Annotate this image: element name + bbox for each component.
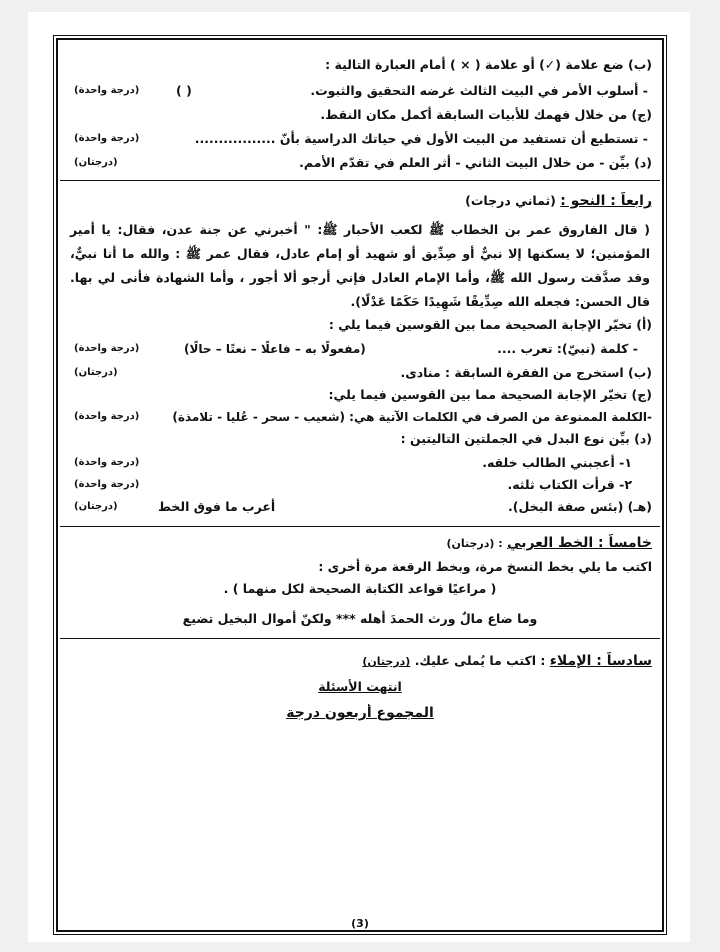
grade-label: (درجة واحدة) xyxy=(74,133,140,144)
section-5-heading xyxy=(68,534,652,553)
section-title: سادساً : الإملاء xyxy=(549,653,652,669)
exam-page xyxy=(28,12,690,942)
calligraphy-verse: وما ضاع مالٌ ورث الحمدَ أهله *** ولكنّ أموال البخيل تضيع xyxy=(182,611,538,626)
section-divider xyxy=(60,638,660,639)
question-b: (ب) ضع علامة (✓) أو علامة ( × ) أمام العبارة التالية : xyxy=(325,57,652,72)
end-label: انتهت الأسئلة xyxy=(318,679,402,694)
end-of-questions xyxy=(68,678,652,696)
grammar-passage: ( قال الفاروق عمر بن الخطاب ﷺ لكعب الأحبار ﷺ: " أخبرني عن جنة عدن، فقال: يا أمير المؤمنين؛ لا يسكنها إلا نبيٌّ أو صِدِّيق أو شهيد أو إمام عادل، فقال عمر ﷺ : والله ما أنا نبيٌّ، وقد صدَّقت رسول الله ﷺ، وأما الإمام العادل فإني أرجو ألا أجور ، وأما الشهادة فأنى لي بها. قال الحسن: فجعله الله صِدِّيقًا شَهِيدًا حَكَمًا عَدْلًا). xyxy=(70,222,650,309)
grade-label: (درجة واحدة) xyxy=(74,85,140,96)
section-title: رابعاً : النحو : xyxy=(560,193,652,209)
question-c: (ج) من خلال فهمك للأبيات السابقة أكمل مكان النقط. xyxy=(320,107,652,122)
section-grade: : (درجتان) xyxy=(446,537,503,550)
page-number: (3) xyxy=(351,917,369,930)
calligraphy-instruction: اكتب ما يلي بخط النسخ مرة، وبخط الرقعة مرة أخرى : xyxy=(318,559,652,574)
question-a: (أ) تخيّر الإجابة الصحيحة مما بين القوسين فيما يلي : xyxy=(328,317,652,332)
question-d: (د) بيِّن - من خلال البيت الثاني - أثر العلم في تقدّم الأمم. xyxy=(299,155,652,170)
grade-label: (درجة واحدة) xyxy=(74,457,140,468)
question-c-item: - تستطيع أن تستفيد من البيت الأول في حياتك الدراسية بأنّ ................. xyxy=(194,131,648,146)
page-border xyxy=(56,38,664,932)
grade-label: (درجة واحدة) xyxy=(74,479,140,490)
question-b: (ب) استخرج من الفقرة السابقة : منادى. xyxy=(400,365,652,380)
question-c: (ج) تخيّر الإجابة الصحيحة مما بين القوسين فيما يلي: xyxy=(328,387,652,402)
question-a-item: - كلمة (نبيّ): تعرب .... xyxy=(497,341,638,356)
calligraphy-note: ( مراعيًا قواعد الكتابة الصحيحة لكل منهما ) . xyxy=(223,581,497,596)
question-e-task: أعرب ما فوق الخط xyxy=(158,499,276,514)
section-grade: (ثماني درجات) xyxy=(465,193,556,208)
grade-label: (درجتان) xyxy=(74,367,118,378)
grade-label: (درجتان) xyxy=(74,501,118,512)
section-title: خامساً : الخط العربي xyxy=(507,535,652,551)
section-grade: (درجتان) xyxy=(362,655,411,668)
grade-label: (درجة واحدة) xyxy=(74,343,140,354)
question-e: (هـ) (بئس صفة البخل). xyxy=(508,499,652,514)
question-b-item: - أسلوب الأمر في البيت الثالث غرضه التحقيق والثبوت. xyxy=(310,83,648,98)
grade-label: (درجتان) xyxy=(74,157,118,168)
question-d-1: ١- أعجبني الطالب خلقه. xyxy=(482,455,632,470)
answer-blank[interactable]: ( ) xyxy=(176,83,192,98)
section-divider xyxy=(60,180,660,181)
question-c-item: -الكلمة الممنوعة من الصرف في الكلمات الآتية هي: (شعيب - سحر - عُليا - تلامذة) xyxy=(172,410,652,424)
answer-choices: (مفعولًا به – فاعلًا – نعتًا – حالًا) xyxy=(184,342,366,356)
section-6-heading xyxy=(68,652,652,671)
total-score xyxy=(68,704,652,722)
section-divider xyxy=(60,526,660,527)
dictation-instruction: : اكتب ما يُملى عليك. xyxy=(414,653,546,668)
section-4-heading xyxy=(68,192,652,210)
grade-label: (درجة واحدة) xyxy=(74,411,140,422)
question-d: (د) بيِّن نوع البدل في الجملتين التاليتين : xyxy=(400,431,652,446)
question-d-2: ٢- قرأت الكتاب ثلثه. xyxy=(507,477,632,492)
total-label: المجموع أربعون درجة xyxy=(286,705,434,721)
